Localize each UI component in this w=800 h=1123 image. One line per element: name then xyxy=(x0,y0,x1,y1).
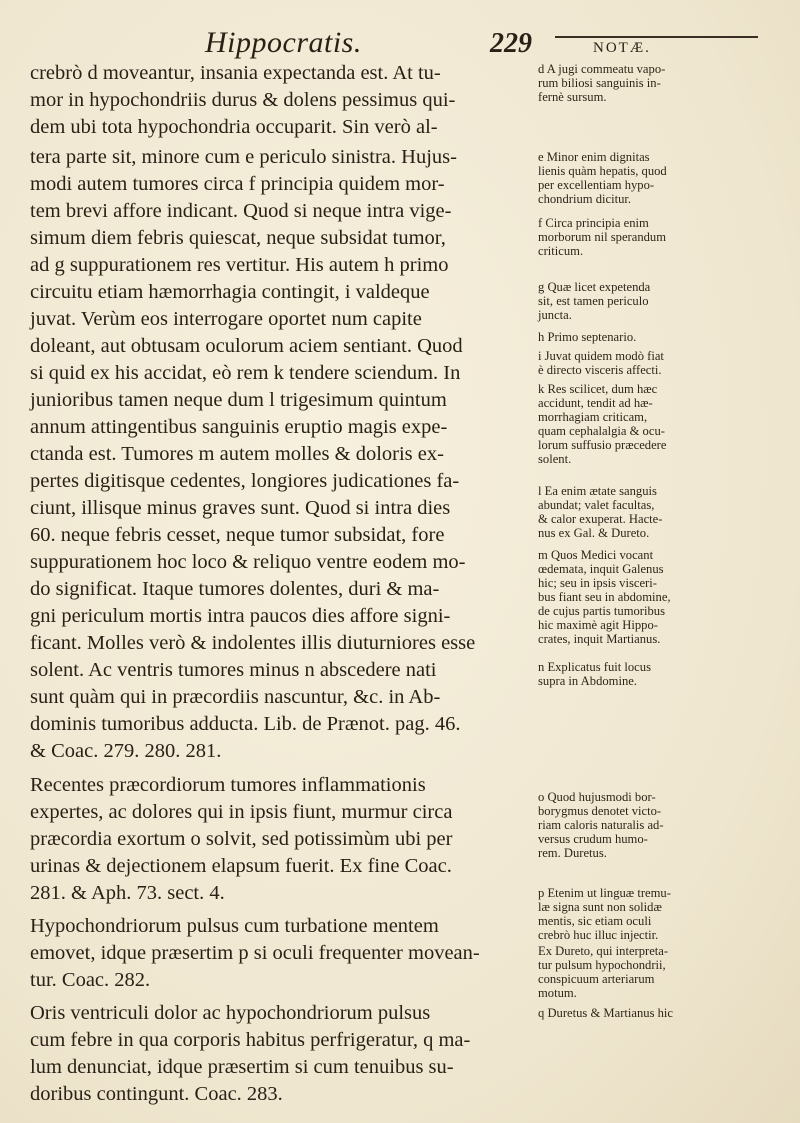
note-line: morborum nil sperandum xyxy=(538,230,667,244)
note-line: per excellentiam hypo- xyxy=(538,178,655,192)
note-line: abundat; valet facultas, xyxy=(538,498,655,512)
note-line: bus fiant seu in abdomine, xyxy=(538,590,671,604)
text-line: 60. neque febris cesset, neque tumor subsidat, fore xyxy=(30,524,445,546)
note-line: motum. xyxy=(538,986,577,1000)
text-line: suppurationem hoc loco & reliquo ventre eodem mo- xyxy=(30,551,466,573)
note-line: o Quod hujusmodi bor- xyxy=(538,790,656,804)
note-line: d A jugi commeatu vapo- xyxy=(538,62,666,76)
note-line: q Duretus & Martianus hic xyxy=(538,1006,674,1020)
note-line: borygmus denotet victo- xyxy=(538,804,662,818)
note-line: de cujus partis tumoribus xyxy=(538,604,665,618)
note-line: quam cephalalgia & ocu- xyxy=(538,424,665,438)
text-line: 281. & Aph. 73. sect. 4. xyxy=(30,882,225,904)
running-title: Hippocratis. xyxy=(205,26,362,59)
note-line: lorum suffusio præcedere xyxy=(538,438,667,452)
text-line: dem ubi tota hypochondria occuparit. Sin verò al- xyxy=(30,116,438,138)
note-line: n Explicatus fuit locus xyxy=(538,660,651,674)
note-line: criticum. xyxy=(538,244,584,258)
note-line: accidunt, tendit ad hæ- xyxy=(538,396,653,410)
note-line: l Ea enim ætate sanguis xyxy=(538,484,657,498)
text-line: ctanda est. Tumores m autem molles & doloris ex- xyxy=(30,443,444,465)
note-line: crebrò huc illuc injectir. xyxy=(538,928,659,942)
text-line: Recentes præcordiorum tumores inflammationis xyxy=(30,774,426,796)
note-line: Ex Dureto, qui interpreta- xyxy=(538,944,669,958)
note-line: hic; seu in ipsis visceri- xyxy=(538,576,657,590)
note-line: lienis quàm hepatis, quod xyxy=(538,164,667,178)
note-line: fernè sursum. xyxy=(538,90,607,104)
text-line: Hypochondriorum pulsus cum turbatione mentem xyxy=(30,915,439,937)
note-line: læ signa sunt non solidæ xyxy=(538,900,662,914)
text-line: tem brevi affore indicant. Quod si neque intra vige- xyxy=(30,200,452,222)
text-line: do significat. Itaque tumores dolentes, duri & ma- xyxy=(30,578,440,600)
text-line: ad g suppurationem res vertitur. His autem h primo xyxy=(30,254,449,276)
note-line: f Circa principia enim xyxy=(538,216,649,230)
note-line: è directo visceris affecti. xyxy=(538,363,662,377)
note-line: crates, inquit Martianus. xyxy=(538,632,661,646)
text-line: ficant. Molles verò & indolentes illis diuturniores esse xyxy=(30,632,476,654)
page-number: 229 xyxy=(490,28,532,59)
text-line: cum febre in qua corporis habitus perfrigeratur, q ma- xyxy=(30,1029,471,1051)
note-line: i Juvat quidem modò fiat xyxy=(538,349,664,363)
text-line: expertes, ac dolores qui in ipsis fiunt, murmur circa xyxy=(30,801,453,823)
note-line: p Etenim ut linguæ tremu- xyxy=(538,886,671,900)
text-line: emovet, idque præsertim p si oculi frequenter movean- xyxy=(30,942,480,964)
text-line: præcordia exortum o solvit, sed potissimùm ubi per xyxy=(30,828,453,850)
note-line: g Quæ licet expetenda xyxy=(538,280,651,294)
note-line: hic maximè agit Hippo- xyxy=(538,618,658,632)
text-line: lum denunciat, idque præsertim si cum tenuibus su- xyxy=(30,1056,454,1078)
note-line: supra in Abdomine. xyxy=(538,674,637,688)
text-line: si quid ex his accidat, eò rem k tendere sciendum. In xyxy=(30,362,461,384)
text-line: ciunt, illisque minus graves sunt. Quod si intra dies xyxy=(30,497,451,519)
note-line: h Primo septenario. xyxy=(538,330,637,344)
note-line: nus ex Gal. & Dureto. xyxy=(538,526,650,540)
text-line: solent. Ac ventris tumores minus n abscedere nati xyxy=(30,659,437,681)
note-line: & calor exuperat. Hacte- xyxy=(538,512,663,526)
text-line: doribus contingunt. Coac. 283. xyxy=(30,1083,283,1105)
text-line: sunt quàm qui in præcordiis nascuntur, &c. in Ab- xyxy=(30,686,441,708)
text-line: circuitu etiam hæmorrhagia contingit, i valdeque xyxy=(30,281,430,303)
text-line: gni periculum mortis intra paucos dies affore signi- xyxy=(30,605,451,627)
note-line: juncta. xyxy=(538,308,572,322)
text-line: simum diem febris quiescat, neque subsidat tumor, xyxy=(30,227,446,249)
text-line: tera parte sit, minore cum e periculo sinistra. Hujus- xyxy=(30,146,457,168)
note-line: riam caloris naturalis ad- xyxy=(538,818,664,832)
note-line: e Minor enim dignitas xyxy=(538,150,650,164)
note-line: sit, est tamen periculo xyxy=(538,294,649,308)
text-line: urinas & dejectionem elapsum fuerit. Ex fine Coac. xyxy=(30,855,452,877)
note-line: rum biliosi sanguinis in- xyxy=(538,76,661,90)
text-line: modi autem tumores circa f principia quidem mor- xyxy=(30,173,445,195)
text-line: pertes digitisque cedentes, longiores judicationes fa- xyxy=(30,470,460,492)
text-line: dominis tumoribus adducta. Lib. de Prænot. pag. 46. xyxy=(30,713,461,735)
text-line: doleant, aut obtusam oculorum aciem sentiant. Quod xyxy=(30,335,463,357)
note-line: conspicuum arteriarum xyxy=(538,972,655,986)
note-line: versus crudum humo- xyxy=(538,832,648,846)
note-line: mentis, sic etiam oculi xyxy=(538,914,652,928)
text-line: & Coac. 279. 280. 281. xyxy=(30,740,222,762)
text-line: Oris ventriculi dolor ac hypochondriorum pulsus xyxy=(30,1002,431,1024)
notes-heading: NOTÆ. xyxy=(555,36,758,57)
text-line: annum attingentibus sanguinis eruptio magis expe- xyxy=(30,416,448,438)
note-line: m Quos Medici vocant xyxy=(538,548,654,562)
text-line: juvat. Verùm eos interrogare oportet num capite xyxy=(30,308,422,330)
note-line: œdemata, inquit Galenus xyxy=(538,562,664,576)
note-line: k Res scilicet, dum hæc xyxy=(538,382,658,396)
note-line: tur pulsum hypochondrii, xyxy=(538,958,666,972)
note-line: rem. Duretus. xyxy=(538,846,607,860)
note-line: chondrium dicitur. xyxy=(538,192,632,206)
note-line: solent. xyxy=(538,452,572,466)
note-line: morrhagiam criticam, xyxy=(538,410,648,424)
text-line: tur. Coac. 282. xyxy=(30,969,151,991)
text-line: crebrò d moveantur, insania expectanda est. At tu- xyxy=(30,62,441,84)
text-line: mor in hypochondriis durus & dolens pessimus qui- xyxy=(30,89,456,111)
text-line: junioribus tamen neque dum l trigesimum quintum xyxy=(30,389,447,411)
